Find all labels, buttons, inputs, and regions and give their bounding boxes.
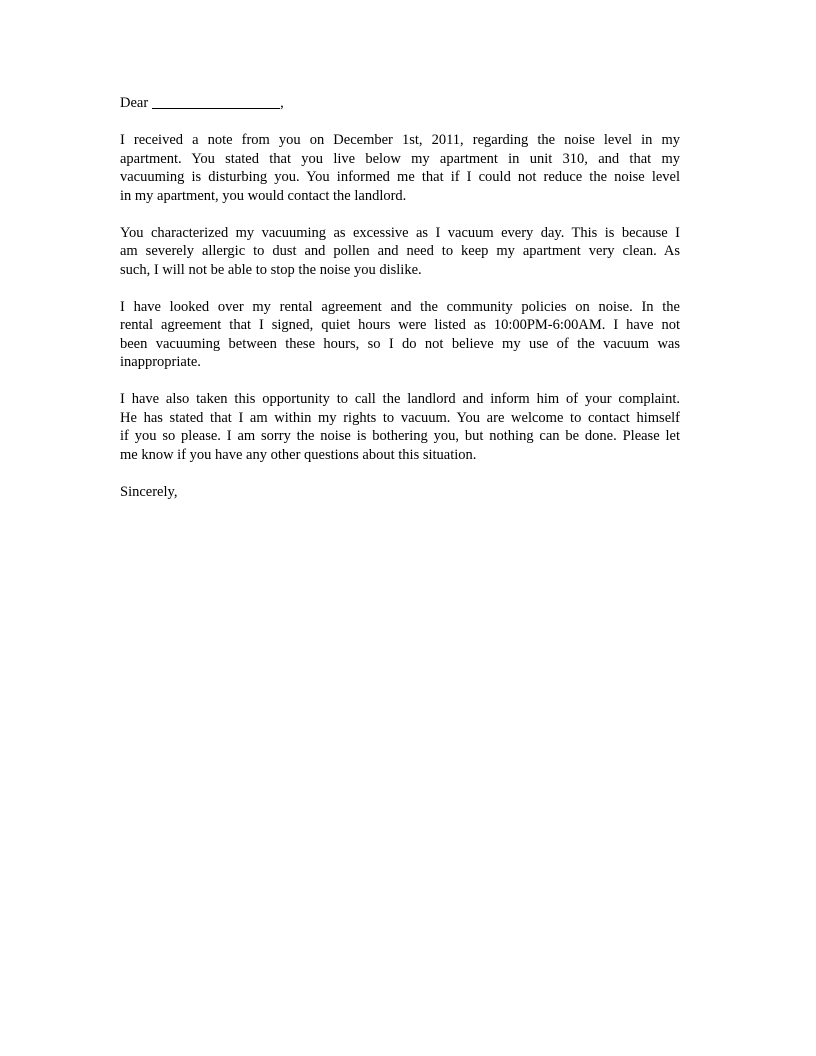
letter-body	[120, 94, 680, 501]
closing: Sincerely,	[120, 483, 178, 500]
salutation-punctuation: ,	[280, 95, 284, 111]
paragraph-line: inappropriate.	[120, 354, 201, 370]
paragraph-line: in my apartment, you would contact the landlord.	[120, 187, 407, 204]
paragraph-allergy	[120, 224, 680, 280]
paragraph-line: rental agreement that I signed, quiet hours were listed as 10:00PM-6:00AM. I have not	[120, 317, 680, 333]
paragraph-noise-note	[120, 131, 680, 205]
salutation-word: Dear	[120, 95, 149, 111]
paragraph-line: I have also taken this opportunity to call the landlord and inform him of your complaint.	[120, 391, 680, 407]
salutation	[120, 94, 680, 113]
paragraph-line: such, I will not be able to stop the noise you dislike.	[120, 261, 422, 278]
paragraph-line: He has stated that I am within my rights to vacuum. You are welcome to contact himself	[120, 409, 680, 426]
recipient-blank-line	[152, 94, 280, 109]
paragraph-line: me know if you have any other questions about this situation.	[120, 446, 477, 463]
paragraph-line: if you so please. I am sorry the noise is bothering you, but nothing can be done. Please let	[120, 428, 680, 444]
paragraph-line: apartment. You stated that you live below my apartment in unit 310, and that my	[120, 150, 680, 167]
paragraph-line: I have looked over my rental agreement and the community policies on noise. In the	[120, 298, 680, 315]
paragraph-line: I received a note from you on December 1st, 2011, regarding the noise level in my	[120, 132, 680, 148]
paragraph-line: am severely allergic to dust and pollen and need to keep my apartment very clean. As	[120, 243, 680, 259]
paragraph-line: vacuuming is disturbing you. You informed me that if I could not reduce the noise level	[120, 169, 680, 185]
paragraph-line: You characterized my vacuuming as excessive as I vacuum every day. This is because I	[120, 224, 680, 241]
paragraph-landlord	[120, 390, 680, 464]
paragraph-line: been vacuuming between these hours, so I do not believe my use of the vacuum was	[120, 335, 680, 352]
paragraph-rental-agreement	[120, 298, 680, 372]
